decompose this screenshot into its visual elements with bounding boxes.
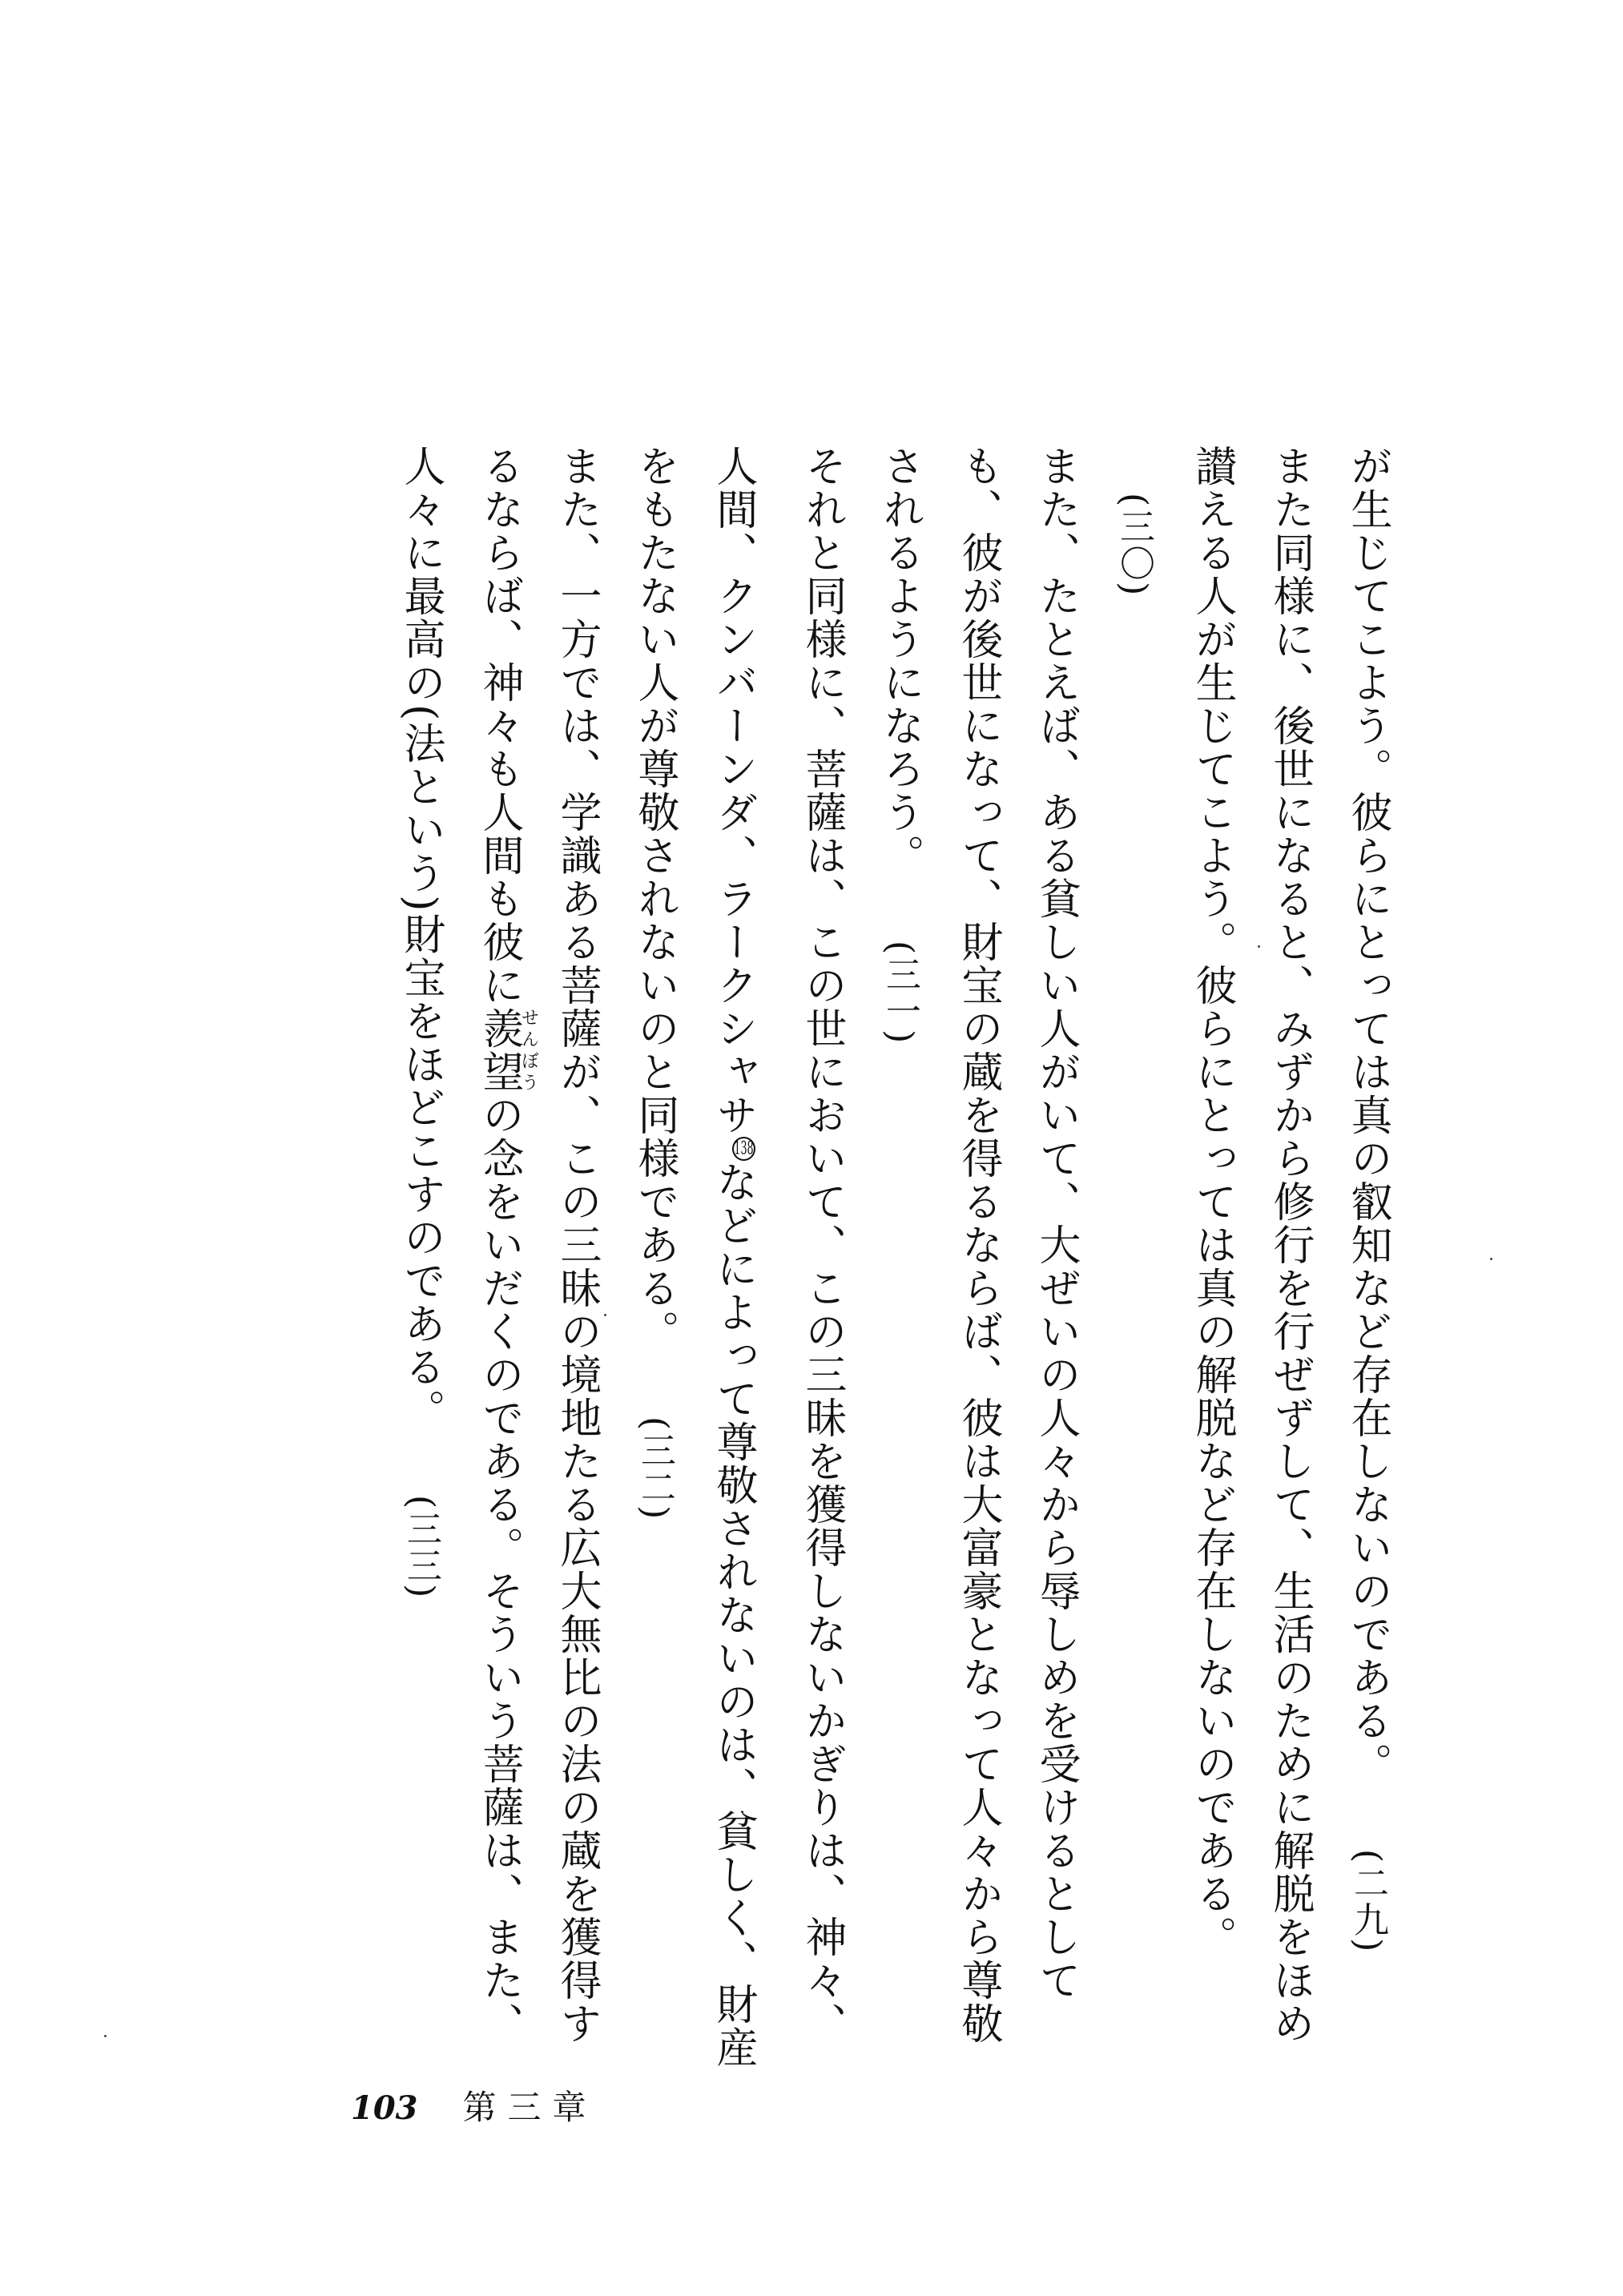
- body-text: [381, 445, 1407, 2071]
- ruby-word: [475, 1007, 539, 1094]
- paragraph-text: また、一方では、学識ある菩薩が、この三昧の境地たる広大無比の法の蔵を獲得するならば、神々も人間も彼に: [475, 445, 601, 2045]
- verse-number: (三一): [880, 940, 920, 1045]
- paragraph-text: の念をいだくのである。そういう菩薩は、また、人々に最高の(法という)財宝をほどこすのである。: [397, 445, 523, 2045]
- verse-number: (二九): [1347, 1848, 1388, 1953]
- ruby-base: 羨望: [475, 1007, 523, 1094]
- footnote-marker[interactable]: 138: [732, 1137, 755, 1161]
- page-footer: [351, 2081, 598, 2129]
- speck: [104, 2035, 107, 2037]
- verse-number: (三〇): [1114, 493, 1154, 598]
- paragraph-text: それと同様に、菩薩は、この世において、この三昧を獲得しないかぎりは、神々、人間、クンバーンダ、ラークシャサ: [709, 445, 846, 2045]
- paragraph-30: [1094, 445, 1328, 2071]
- paragraph-29: [1328, 445, 1407, 2071]
- verse-number: (三二): [634, 1416, 675, 1521]
- paragraph-33: [381, 445, 615, 2071]
- paragraph-text: が生じてこよう。彼らにとっては真の叡知など存在しないのである。: [1343, 445, 1391, 1786]
- paragraph-text: また同様に、後世になると、みずから修行を行ぜずして、生活のために解脱をほめ讃える人が生じてこよう。彼らにとっては真の解脱など存在しないのである。: [1188, 445, 1314, 2045]
- speck: [1490, 1258, 1492, 1260]
- paragraph-32: [615, 445, 860, 2071]
- chapter-label: 第三章: [462, 2088, 598, 2127]
- page-number: 103: [351, 2089, 418, 2127]
- ruby-reading: せんぼう: [518, 1007, 539, 1094]
- paragraph-text: などによって尊敬されないのは、貧しく、財産をもたない人が尊敬されないのと同様である。: [630, 445, 757, 2069]
- paragraph-31: [860, 445, 1094, 2071]
- paragraph-text: また、たとえば、ある貧しい人がいて、大ぜいの人々から辱しめを受けるとしても、彼が後世になって、財宝の蔵を得るならば、彼は大富豪となって人々から尊敬されるようになろう。: [876, 445, 1080, 2045]
- speck: [1258, 945, 1260, 948]
- speck: [604, 1314, 606, 1316]
- verse-number: (三三): [401, 1495, 441, 1600]
